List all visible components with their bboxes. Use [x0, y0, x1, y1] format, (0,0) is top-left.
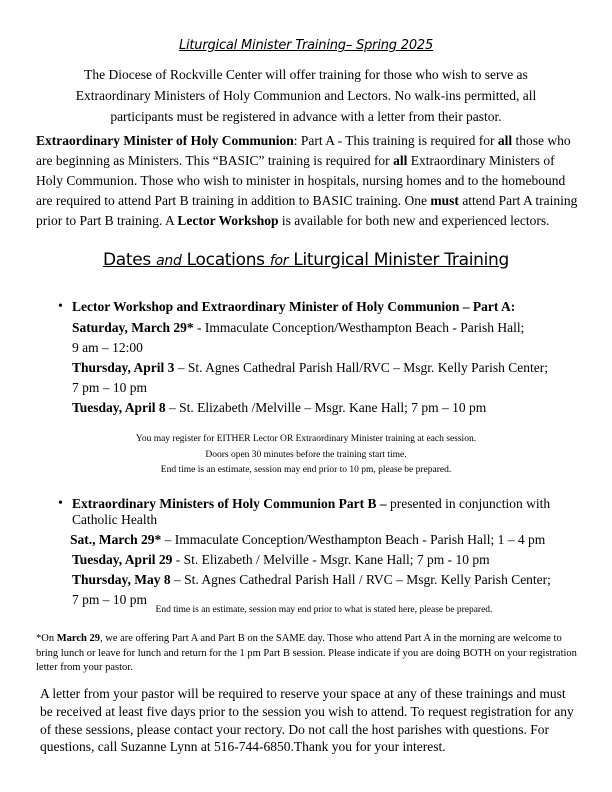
session-time: 7 pm – 10 pm: [72, 380, 148, 395]
part-a-heading: Lector Workshop and Extraordinary Minister of Holy Communion – Part A:: [72, 299, 516, 314]
session-row: Sat., March 29* – Immaculate Conception/Westhampton Beach - Parish Hall; 1 – 4 pm: [70, 532, 546, 547]
session-time: 9 am – 12:00: [72, 340, 143, 355]
page-title: Liturgical Minister Training– Spring 2025: [178, 38, 434, 53]
note-line: End time is an estimate, session may end prior to 10 pm, please be prepared.: [160, 465, 452, 475]
emhc-label: Extraordinary Minister of Holy Communion: [36, 133, 294, 148]
dates-heading: Dates and Locations for Liturgical Minister Training: [103, 250, 509, 270]
closing-paragraph: A letter from your pastor will be required to reserve your space at any of these trainings and must be received at least five days prior to the session you wish to attend. To request registration for any of these sessions, please contact your rectory. Do not call the host parishes with questions. For questions, call Suzanne Lynn at 516-744-6850.Thank you for your interest.: [40, 686, 574, 755]
session-row: Thursday, May 8 – St. Agnes Cathedral Parish Hall / RVC – Msgr. Kelly Parish Center;: [72, 572, 551, 587]
part-b-section: [58, 496, 578, 610]
session-row: Tuesday, April 8 – St. Elizabeth /Melville – Msgr. Kane Hall; 7 pm – 10 pm: [72, 400, 487, 415]
footnote: *On March 29, we are offering Part A and Part B on the SAME day. Those who attend Part A in the morning are welcome to bring lunch or leave for lunch and return for the 1 pm Part B session. Please indicate if you are doing BOTH on your registration letter from your pastor.: [36, 633, 577, 673]
part-a-section: [58, 299, 578, 418]
session-row: Tuesday, April 29 - St. Elizabeth / Melville - Msgr. Kane Hall; 7 pm - 10 pm: [72, 552, 490, 567]
bullet-icon: •: [58, 299, 63, 314]
note-line: Doors open 30 minutes before the training start time.: [205, 449, 407, 460]
part-b-note: End time is an estimate, session may end prior to what is stated here, please be prepared.: [155, 605, 493, 615]
part-b-heading-line2: Catholic Health: [72, 512, 158, 527]
bullet-icon: •: [58, 496, 63, 511]
part-a-notes: [0, 432, 612, 479]
lector-workshop-label: Lector Workshop: [177, 213, 279, 228]
intro-paragraph: The Diocese of Rockville Center will offer training for those who wish to serve as Extraordinary Ministers of Holy Communion and Lectors. No walk-ins permitted, all participants must be registered in advance with a letter from their pastor.: [75, 67, 537, 124]
session-row: Thursday, April 3 – St. Agnes Cathedral Parish Hall/RVC – Msgr. Kelly Parish Center;: [72, 360, 548, 375]
part-b-heading: Extraordinary Ministers of Holy Communion Part B – presented in conjunction with: [72, 496, 551, 511]
note-line: You may register for EITHER Lector OR Extraordinary Minister training at each session.: [135, 434, 477, 444]
session-time: 7 pm – 10 pm: [72, 592, 148, 607]
emhc-description: Extraordinary Minister of Holy Communion: Part A - This training is required for all those who are beginning as Ministers. This “BASIC” training is required for all Extraordinary Ministers of Holy Communion. Those who wish to minister in hospitals, nursing homes and to the homebound are required to attend Part B training in addition to BASIC training. One must attend Part A training prior to Part B training. A Lector Workshop is available for both new and experienced lectors.: [36, 133, 578, 228]
session-row: Saturday, March 29* - Immaculate Conception/Westhampton Beach - Parish Hall;: [72, 320, 525, 335]
